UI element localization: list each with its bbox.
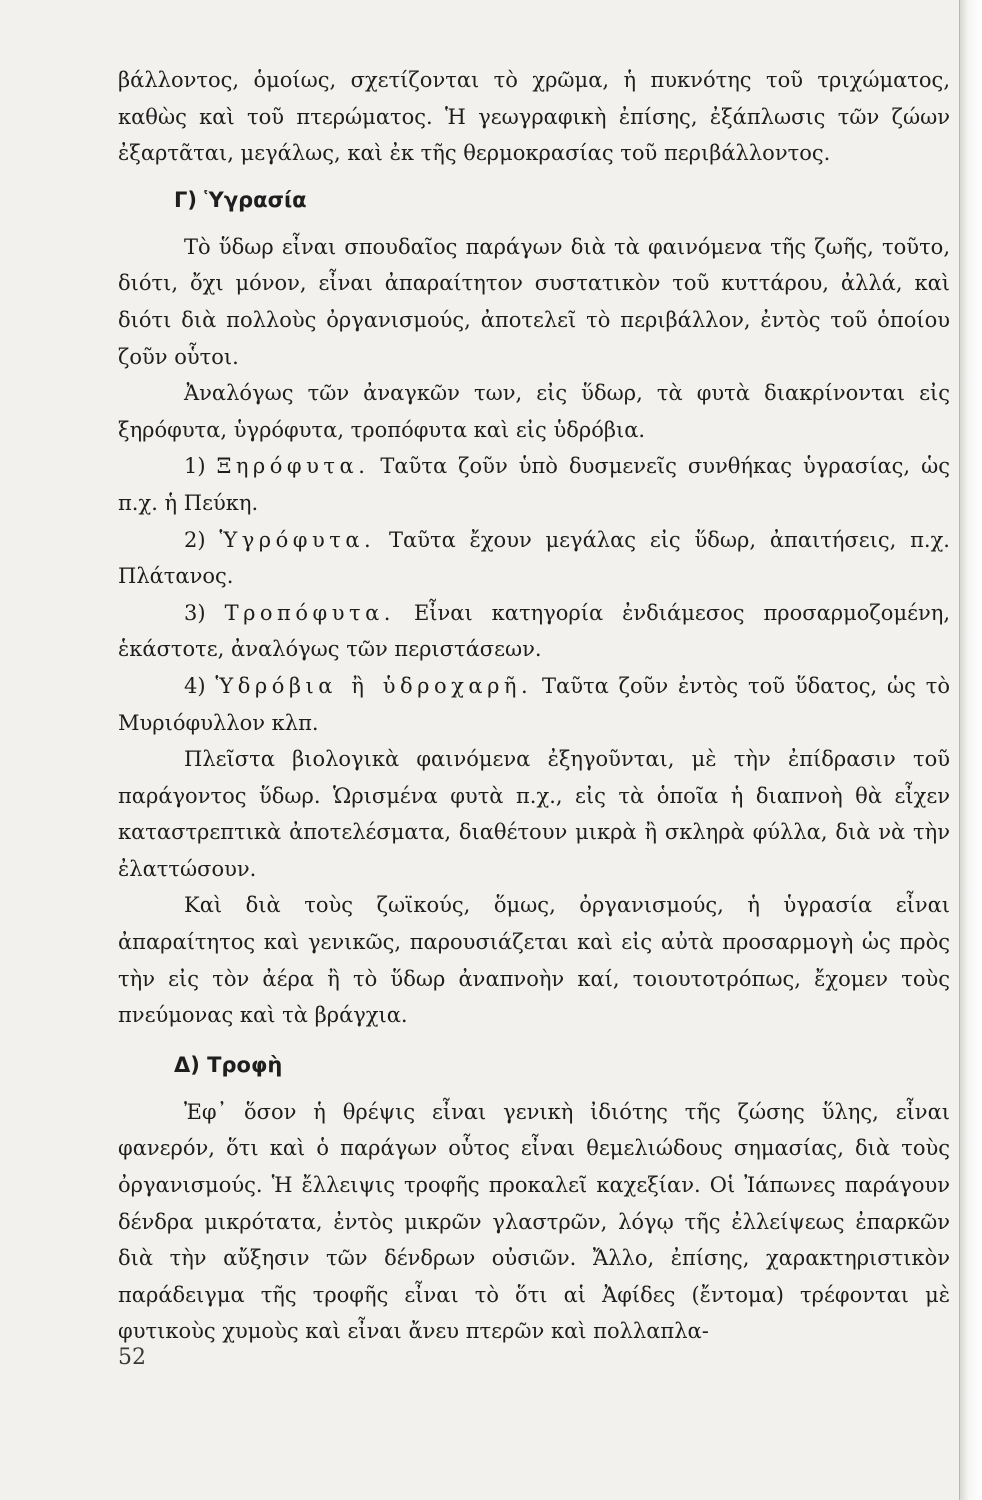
list-item-tropophytes (118, 595, 950, 668)
list-item-hygrophytes (118, 522, 950, 595)
page-number: 52 (118, 1345, 146, 1370)
list-text: Ταῦτα ζοῦν ὑπὸ δυσμενεῖς συνθήκας ὑγρασίας, ὡς π.χ. ἡ Πεύκη. (118, 454, 950, 515)
section-heading-humidity: Γ) Ὑγρασία (174, 187, 307, 212)
list-term: Ὑδρόβια ἢ ὑδροχαρῆ. (215, 673, 533, 698)
page-body (118, 62, 950, 1350)
list-number: 1) (184, 454, 206, 479)
paragraph: Ἐφ᾽ ὅσον ἡ θρέψις εἶναι γενικὴ ἰδιότης τῆς ζώσης ὕλης, εἶναι φανερόν, ὅτι καὶ ὁ παράγων οὗτος εἶναι θεμελιώδους σημασίας, διὰ τοὺς ὀργανισμούς. Ἡ ἔλλειψις τροφῆς προκαλεῖ καχεξίαν. Οἱ Ἰάπωνες παράγουν δένδρα μικρότατα, ἐντὸς μικρῶν γλαστρῶν, λόγῳ τῆς ἐλλείψεως ἐπαρκῶν διὰ τὴν αὔξησιν τῶν δένδρων οὐσιῶν. Ἄλλο, ἐπίσης, χαρακτηριστικὸν παράδειγμα τῆς τροφῆς εἶναι τὸ ὅτι αἱ Ἀφίδες (ἔντομα) τρέφονται μὲ φυτικοὺς χυμοὺς καὶ εἶναι ἄνευ πτερῶν καὶ πολλαπλα- (118, 1099, 950, 1344)
list-text: Εἶναι κατηγορία ἐνδιάμεσος προσαρμοζομένη, ἑκάστοτε, ἀναλόγως τῶν περιστάσεων. (118, 600, 950, 662)
list-text: Ταῦτα ζοῦν ἐντὸς τοῦ ὕδατος, ὡς τὸ Μυριόφυλλον κλπ. (118, 673, 950, 735)
list-item-hydrophytes (118, 668, 950, 741)
paragraph: Τὸ ὕδωρ εἶναι σπουδαῖος παράγων διὰ τὰ φαινόμενα τῆς ζωῆς, τοῦτο, διότι, ὄχι μόνον, εἶναι ἀπαραίτητον συστατικὸν τοῦ κυττάρου, ἀλλά, καὶ διότι διὰ πολλοὺς ὀργανισμούς, ἀποτελεῖ τὸ περιβάλλον, ἐντὸς τοῦ ὁποίου ζοῦν οὗτοι. (118, 234, 950, 369)
list-item-xerophytes (118, 448, 950, 521)
list-term: Ξηρόφυτα. (216, 454, 370, 479)
paragraph: Πλεῖστα βιολογικὰ φαινόμενα ἐξηγοῦνται, μὲ τὴν ἐπίδρασιν τοῦ παράγοντος ὕδωρ. Ὡρισμένα φυτὰ π.χ., εἰς τὰ ὁποῖα ἡ διαπνοὴ θὰ εἶχεν καταστρεπτικὰ ἀποτελέσματα, διαθέτουν μικρὰ ἢ σκληρὰ φύλλα, διὰ νὰ τὴν ἐλαττώσουν. (118, 747, 950, 881)
intro-paragraph: βάλλοντος, ὁμοίως, σχετίζονται τὸ χρῶμα, ἡ πυκνότης τοῦ τριχώματος, καθὼς καὶ τοῦ πτερώματος. Ἡ γεωγραφικὴ ἐπίσης, ἐξάπλωσις τῶν ζώων ἐξαρτᾶται, μεγάλως, καὶ ἐκ τῆς θερμοκρασίας τοῦ περιβάλλοντος. (118, 68, 950, 166)
list-term: Ὑγρόφυτα. (219, 527, 376, 552)
list-number: 3) (184, 600, 206, 625)
page-edge (959, 0, 982, 1500)
section-heading-food: Δ) Τροφὴ (174, 1052, 283, 1077)
list-number: 2) (184, 527, 206, 552)
list-term: Τροπόφυτα. (224, 600, 395, 625)
paragraph: Καὶ διὰ τοὺς ζωϊκούς, ὅμως, ὀργανισμούς, ἡ ὑγρασία εἶναι ἀπαραίτητος καὶ γενικῶς, παρουσιάζεται καὶ εἰς αὐτὰ προσαρμογὴ ὡς πρὸς τὴν εἰς τὸν ἀέρα ἢ τὸ ὕδωρ ἀναπνοὴν καί, τοιουτοτρόπως, ἔχομεν τοὺς πνεύμονας καὶ τὰ βράγχια. (118, 893, 950, 1028)
list-number: 4) (184, 673, 206, 698)
list-text: Ταῦτα ἔχουν μεγάλας εἰς ὕδωρ, ἀπαιτήσεις, π.χ. Πλάτανος. (118, 527, 950, 589)
paragraph: Ἀναλόγως τῶν ἀναγκῶν των, εἰς ὕδωρ, τὰ φυτὰ διακρίνονται εἰς ξηρόφυτα, ὑγρόφυτα, τροπόφυτα καὶ εἰς ὑδρόβια. (118, 381, 950, 442)
